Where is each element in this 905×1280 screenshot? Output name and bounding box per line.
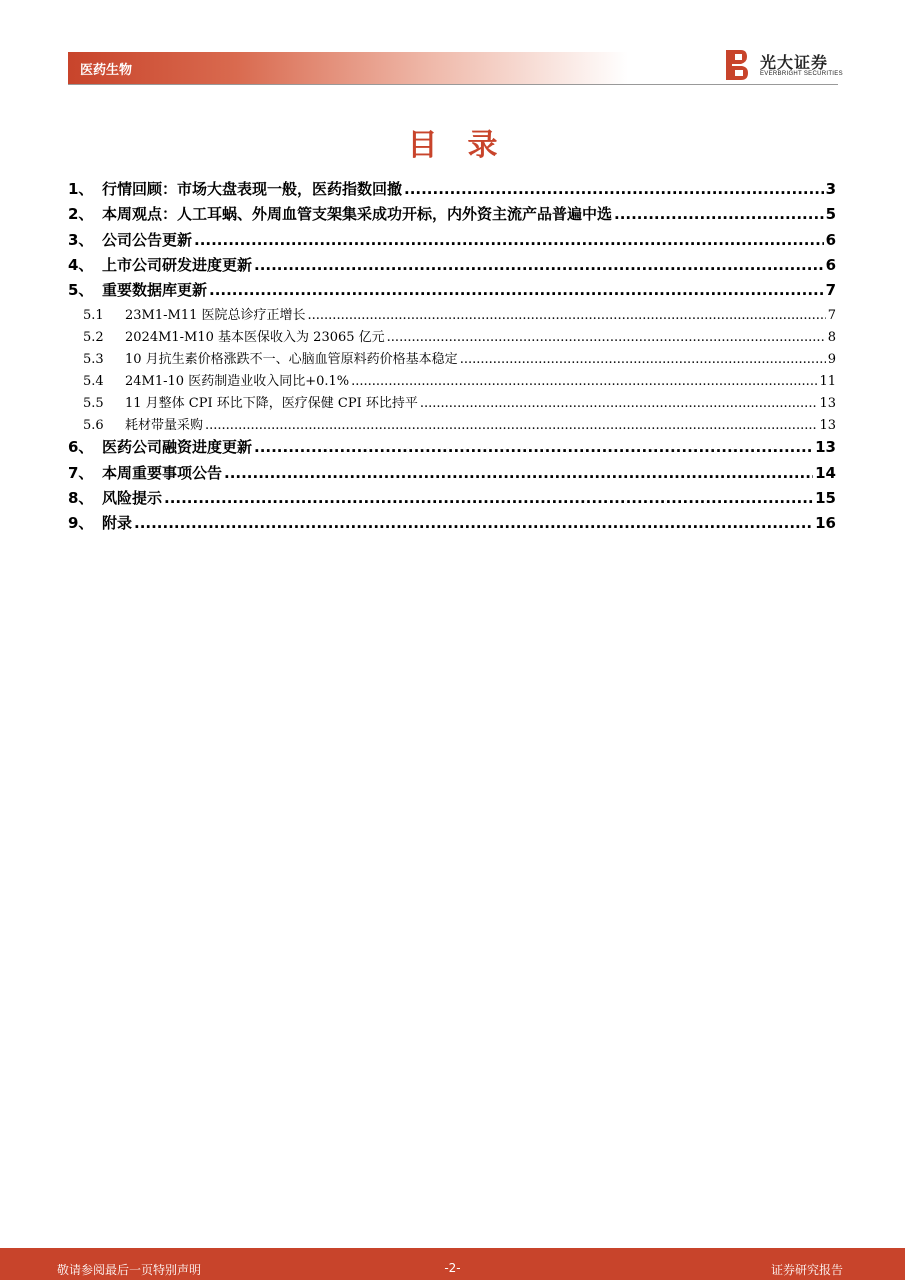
toc-entry-number: 2、 [68,205,94,224]
toc-entry-page: 9 [827,352,836,368]
toc-leader-dots [254,256,824,274]
toc-entry-page: 13 [815,438,836,457]
toc-entry[interactable] [68,414,836,436]
toc-entry-title: 本周重要事项公告 [102,463,223,482]
footer-disclaimer: 敬请参阅最后一页特别声明 [57,1263,202,1277]
toc-entry-number: 5.2 [83,330,104,346]
toc-leader-dots [404,180,824,198]
toc-entry[interactable] [68,254,836,279]
toc-entry-page: 13 [819,396,836,412]
company-logo [726,50,841,82]
toc-entry-number: 5、 [68,281,94,300]
toc-entry-title: 23M1-M11 医院总诊疗正增长 [125,308,306,324]
toc-entry[interactable] [68,392,836,414]
toc-entry-title: 医药公司融资进度更新 [102,438,253,457]
toc-entry-title: 耗材带量采购 [125,418,204,434]
toc-entry-page: 7 [825,281,836,300]
toc-entry-title: 24M1-10 医药制造业收入同比+0.1% [125,374,350,390]
toc-entry[interactable] [68,304,836,326]
toc-leader-dots [164,489,813,507]
toc-entry-title: 2024M1-M10 基本医保收入为 23065 亿元 [125,330,385,346]
toc-entry-number: 7、 [68,463,94,482]
toc-leader-dots [224,464,813,482]
toc-entry-number: 5.1 [83,308,104,324]
sector-label: 医药生物 [80,63,133,78]
toc-entry-page: 5 [825,205,836,224]
toc-entry-page: 3 [825,180,836,198]
toc-entry[interactable] [68,203,836,228]
toc-entry-title: 公司公告更新 [102,230,193,249]
toc-entry-title: 附录 [102,514,133,533]
toc-entry[interactable] [68,462,836,487]
toc-entry-page: 15 [815,489,836,508]
toc-entry-number: 1、 [68,180,94,198]
toc-entry-page: 6 [825,255,836,274]
toc-entry-number: 3、 [68,230,94,249]
toc-entry[interactable] [68,229,836,254]
toc-entry-page: 13 [819,418,836,434]
toc-entry-page: 7 [827,308,836,324]
toc-leader-dots [420,396,818,411]
toc-leader-dots [387,330,826,345]
toc-entry-number: 5.4 [83,374,104,390]
toc-leader-dots [209,281,824,299]
header-band [68,52,628,84]
toc-entry-number: 6、 [68,438,94,457]
toc-entry-page: 14 [815,463,836,482]
toc-entry-number: 5.6 [83,418,104,434]
header-divider [68,84,838,85]
toc-leader-dots [194,231,824,249]
toc-entry[interactable] [68,279,836,304]
toc-entry-page: 8 [827,330,836,346]
toc-entry-title: 风险提示 [102,489,163,508]
everbright-logo-icon [726,50,748,80]
toc-entry[interactable] [68,326,836,348]
toc-entry-number: 9、 [68,514,94,533]
toc-entry-number: 5.5 [83,396,104,412]
logo-chinese-name: 光大证券 [760,53,829,72]
toc-leader-dots [254,438,813,456]
toc-entry-title: 重要数据库更新 [102,281,208,300]
toc-entry[interactable] [68,178,836,203]
toc-leader-dots [460,352,826,367]
toc-entry-number: 5.3 [83,352,104,368]
toc-entry[interactable] [68,370,836,392]
toc-entry-title: 10 月抗生素价格涨跌不一、心脑血管原料药价格基本稳定 [125,352,458,368]
toc-entry-title: 上市公司研发进度更新 [102,255,253,274]
toc-entry-page: 11 [819,374,836,390]
toc-entry[interactable] [68,436,836,461]
toc-entry-page: 6 [825,230,836,249]
toc-entry[interactable] [68,487,836,512]
toc-entry-number: 8、 [68,489,94,508]
toc-leader-dots [134,514,813,532]
table-of-contents [68,178,836,538]
toc-entry-title: 11 月整体 CPI 环比下降，医疗保健 CPI 环比持平 [125,396,418,412]
toc-entry-title: 行情回顾：市场大盘表现一般，医药指数回撤 [102,180,403,198]
footer-page-number: -2- [444,1261,461,1275]
toc-entry[interactable] [68,348,836,370]
toc-entry-title: 本周观点：人工耳蜗、外周血管支架集采成功开标，内外资主流产品普遍中选 [102,205,613,224]
toc-title: 目录 [407,128,528,163]
toc-leader-dots [351,374,817,389]
toc-leader-dots [614,205,824,223]
toc-entry[interactable] [68,512,836,537]
logo-english-name: EVERBRIGHT SECURITIES [760,71,843,77]
toc-leader-dots [308,308,826,323]
toc-entry-page: 16 [815,514,836,533]
toc-entry-number: 4、 [68,255,94,274]
toc-leader-dots [205,418,817,433]
footer-bar [0,1248,905,1280]
footer-report-type: 证券研究报告 [770,1263,843,1277]
